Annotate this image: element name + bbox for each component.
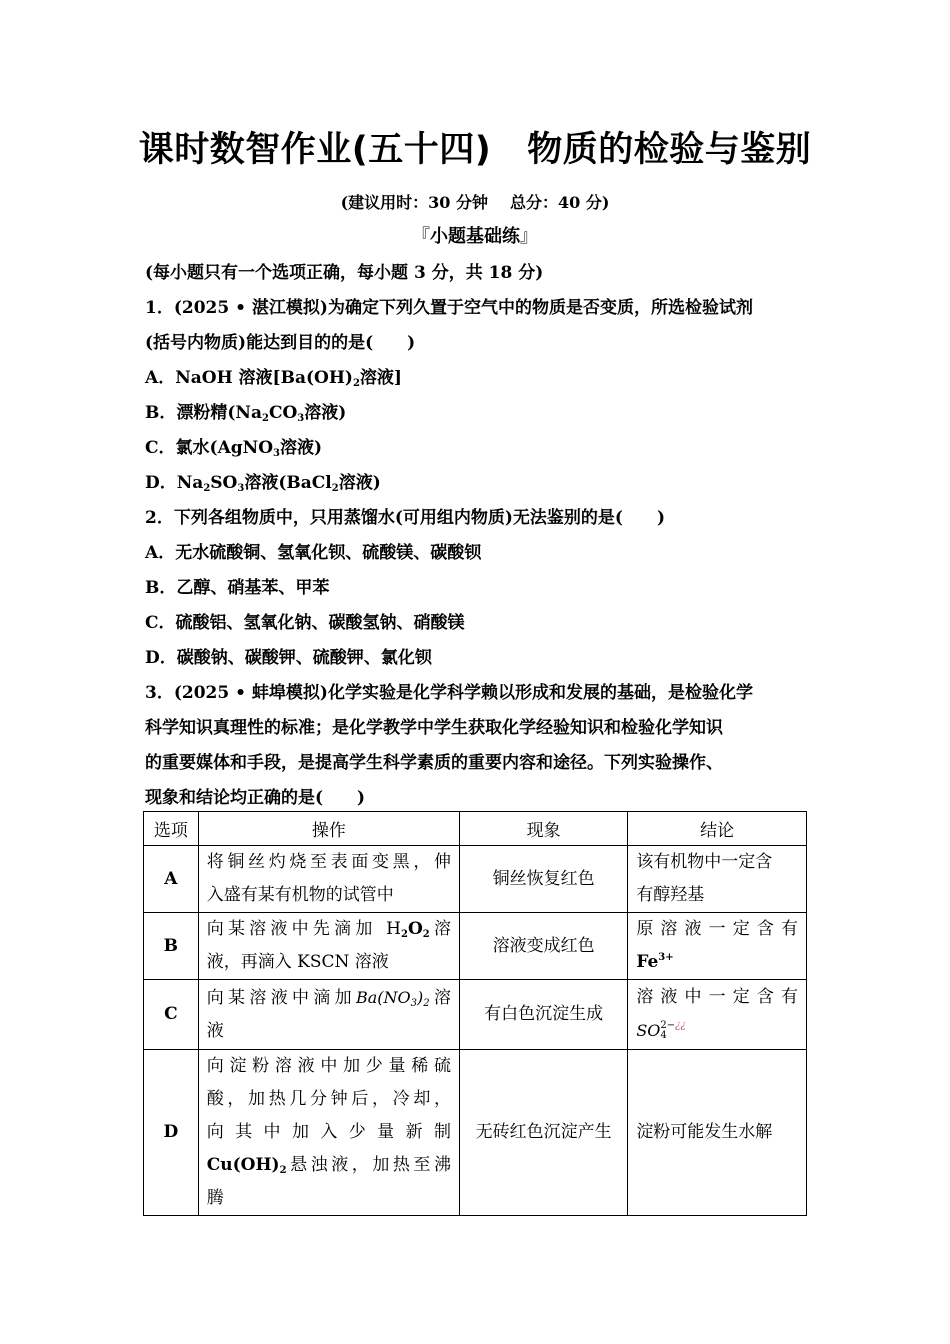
header-phenomenon: 现象 xyxy=(459,812,627,846)
header-option: 选项 xyxy=(144,812,199,846)
table-row: C 向某溶液中滴加$Ba(NO_3)_2$溶 液 有白色沉淀生成 溶液中一定含有 SO 2−¿¿ 4 xyxy=(144,980,807,1050)
q1-option-c: C．氯水(AgNO$_3$溶液) xyxy=(145,438,323,459)
title-right: 物质的检验与鉴别 xyxy=(527,130,812,170)
experiment-table xyxy=(143,811,807,1216)
section-heading: 『小题基础练』 xyxy=(412,226,538,247)
time-and-score xyxy=(0,190,950,213)
question-3-stem: 3．(2025 • 蚌埠模拟)化学实验是化学科学赖以形成和发展的基础，是检验化学 xyxy=(145,683,753,703)
question-2-stem: 2．下列各组物质中，只用蒸馏水(可用组内物质)无法鉴别的是( ) xyxy=(145,508,666,528)
suggested-time: (建议用时：30 分钟 xyxy=(340,193,488,212)
q1-option-b: B．漂粉精($Na_2CO_3$溶液) xyxy=(145,403,347,424)
total-score: 总分：40 分) xyxy=(510,193,610,212)
q1-option-a: A．NaOH 溶液[$Ba(OH)_2$溶液] xyxy=(145,368,402,389)
q2-option-c: C．硫酸铝、氢氧化钠、碳酸氢钠、硝酸镁 xyxy=(145,613,465,633)
section-label: 小题基础练 xyxy=(430,226,520,247)
title-left: 课时数智作业(五十四) xyxy=(138,130,492,170)
instructions: (每小题只有一个选项正确，每小题 3 分，共 18 分) xyxy=(145,263,544,283)
questions: (每小题只有一个选项正确，每小题 3 分，共 18 分) 1．(2025 • 湛江模拟)为确定下列久置于空气中的物质是否变质，所选检验试剂 (括号内物质)能达到目的的是( ) A．NaOH 溶液[$Ba(OH)_2$溶液] B．漂粉精($Na_2CO_3$溶液) C．氯水(AgNO$_3$溶液) D．$Na_2SO_3$溶液(BaCl$_2$溶液) 2．下列各组物质中，只用蒸馏水(可用组内物质)无法鉴别的是( ) A．无水硫酸铜、氢氧化钡、硫酸镁、碳酸钡 B．乙醇、硝基苯、甲苯 C．硫酸铝、氢氧化钠、碳酸氢钠、硝酸镁 D．碳酸钠、碳酸钾、硫酸钾、氯化钡 3．(2025 • 蚌埠模拟)化学实验是化学科学赖以形成和发展的基础，是检验化学 科学知识真理性的标准；是化学教学中学生获取化学经验知识和检验化学知识 的重要媒体和手段，是提高学生科学素质的重要内容和途径。下列实验操作、 现象和结论均正确的是( ) xyxy=(145,256,807,816)
table-row: A 将铜丝灼烧至表面变黑，伸 入盛有某有机物的试管中 铜丝恢复红色 该有机物中一定含 有醇羟基 xyxy=(144,846,807,913)
question-1-stem: 1．(2025 • 湛江模拟)为确定下列久置于空气中的物质是否变质，所选检验试剂 xyxy=(145,298,753,318)
header-operation: 操作 xyxy=(198,812,459,846)
q2-option-a: A．无水硫酸铜、氢氧化钡、硫酸镁、碳酸钡 xyxy=(145,543,482,563)
q2-option-d: D．碳酸钠、碳酸钾、硫酸钾、氯化钡 xyxy=(145,648,432,668)
table-row: B 向某溶液中先滴加 $H_2O_2$溶 液，再滴入 KSCN 溶液 溶液变成红色 原溶液一定含有 $Fe^{3+}$ xyxy=(144,913,807,980)
page-title xyxy=(0,122,950,172)
q2-option-b: B．乙醇、硝基苯、甲苯 xyxy=(145,578,330,598)
table-header-row xyxy=(144,812,807,846)
header-conclusion: 结论 xyxy=(628,812,807,846)
table-row: D 向淀粉溶液中加少量稀硫 酸，加热几分钟后，冷却， 向其中加入少量新制 $Cu(OH)_2$悬浊液，加热至沸 腾 无砖红色沉淀产生 淀粉可能发生水解 xyxy=(144,1050,807,1216)
q1-option-d: D．$Na_2SO_3$溶液(BaCl$_2$溶液) xyxy=(145,473,381,494)
